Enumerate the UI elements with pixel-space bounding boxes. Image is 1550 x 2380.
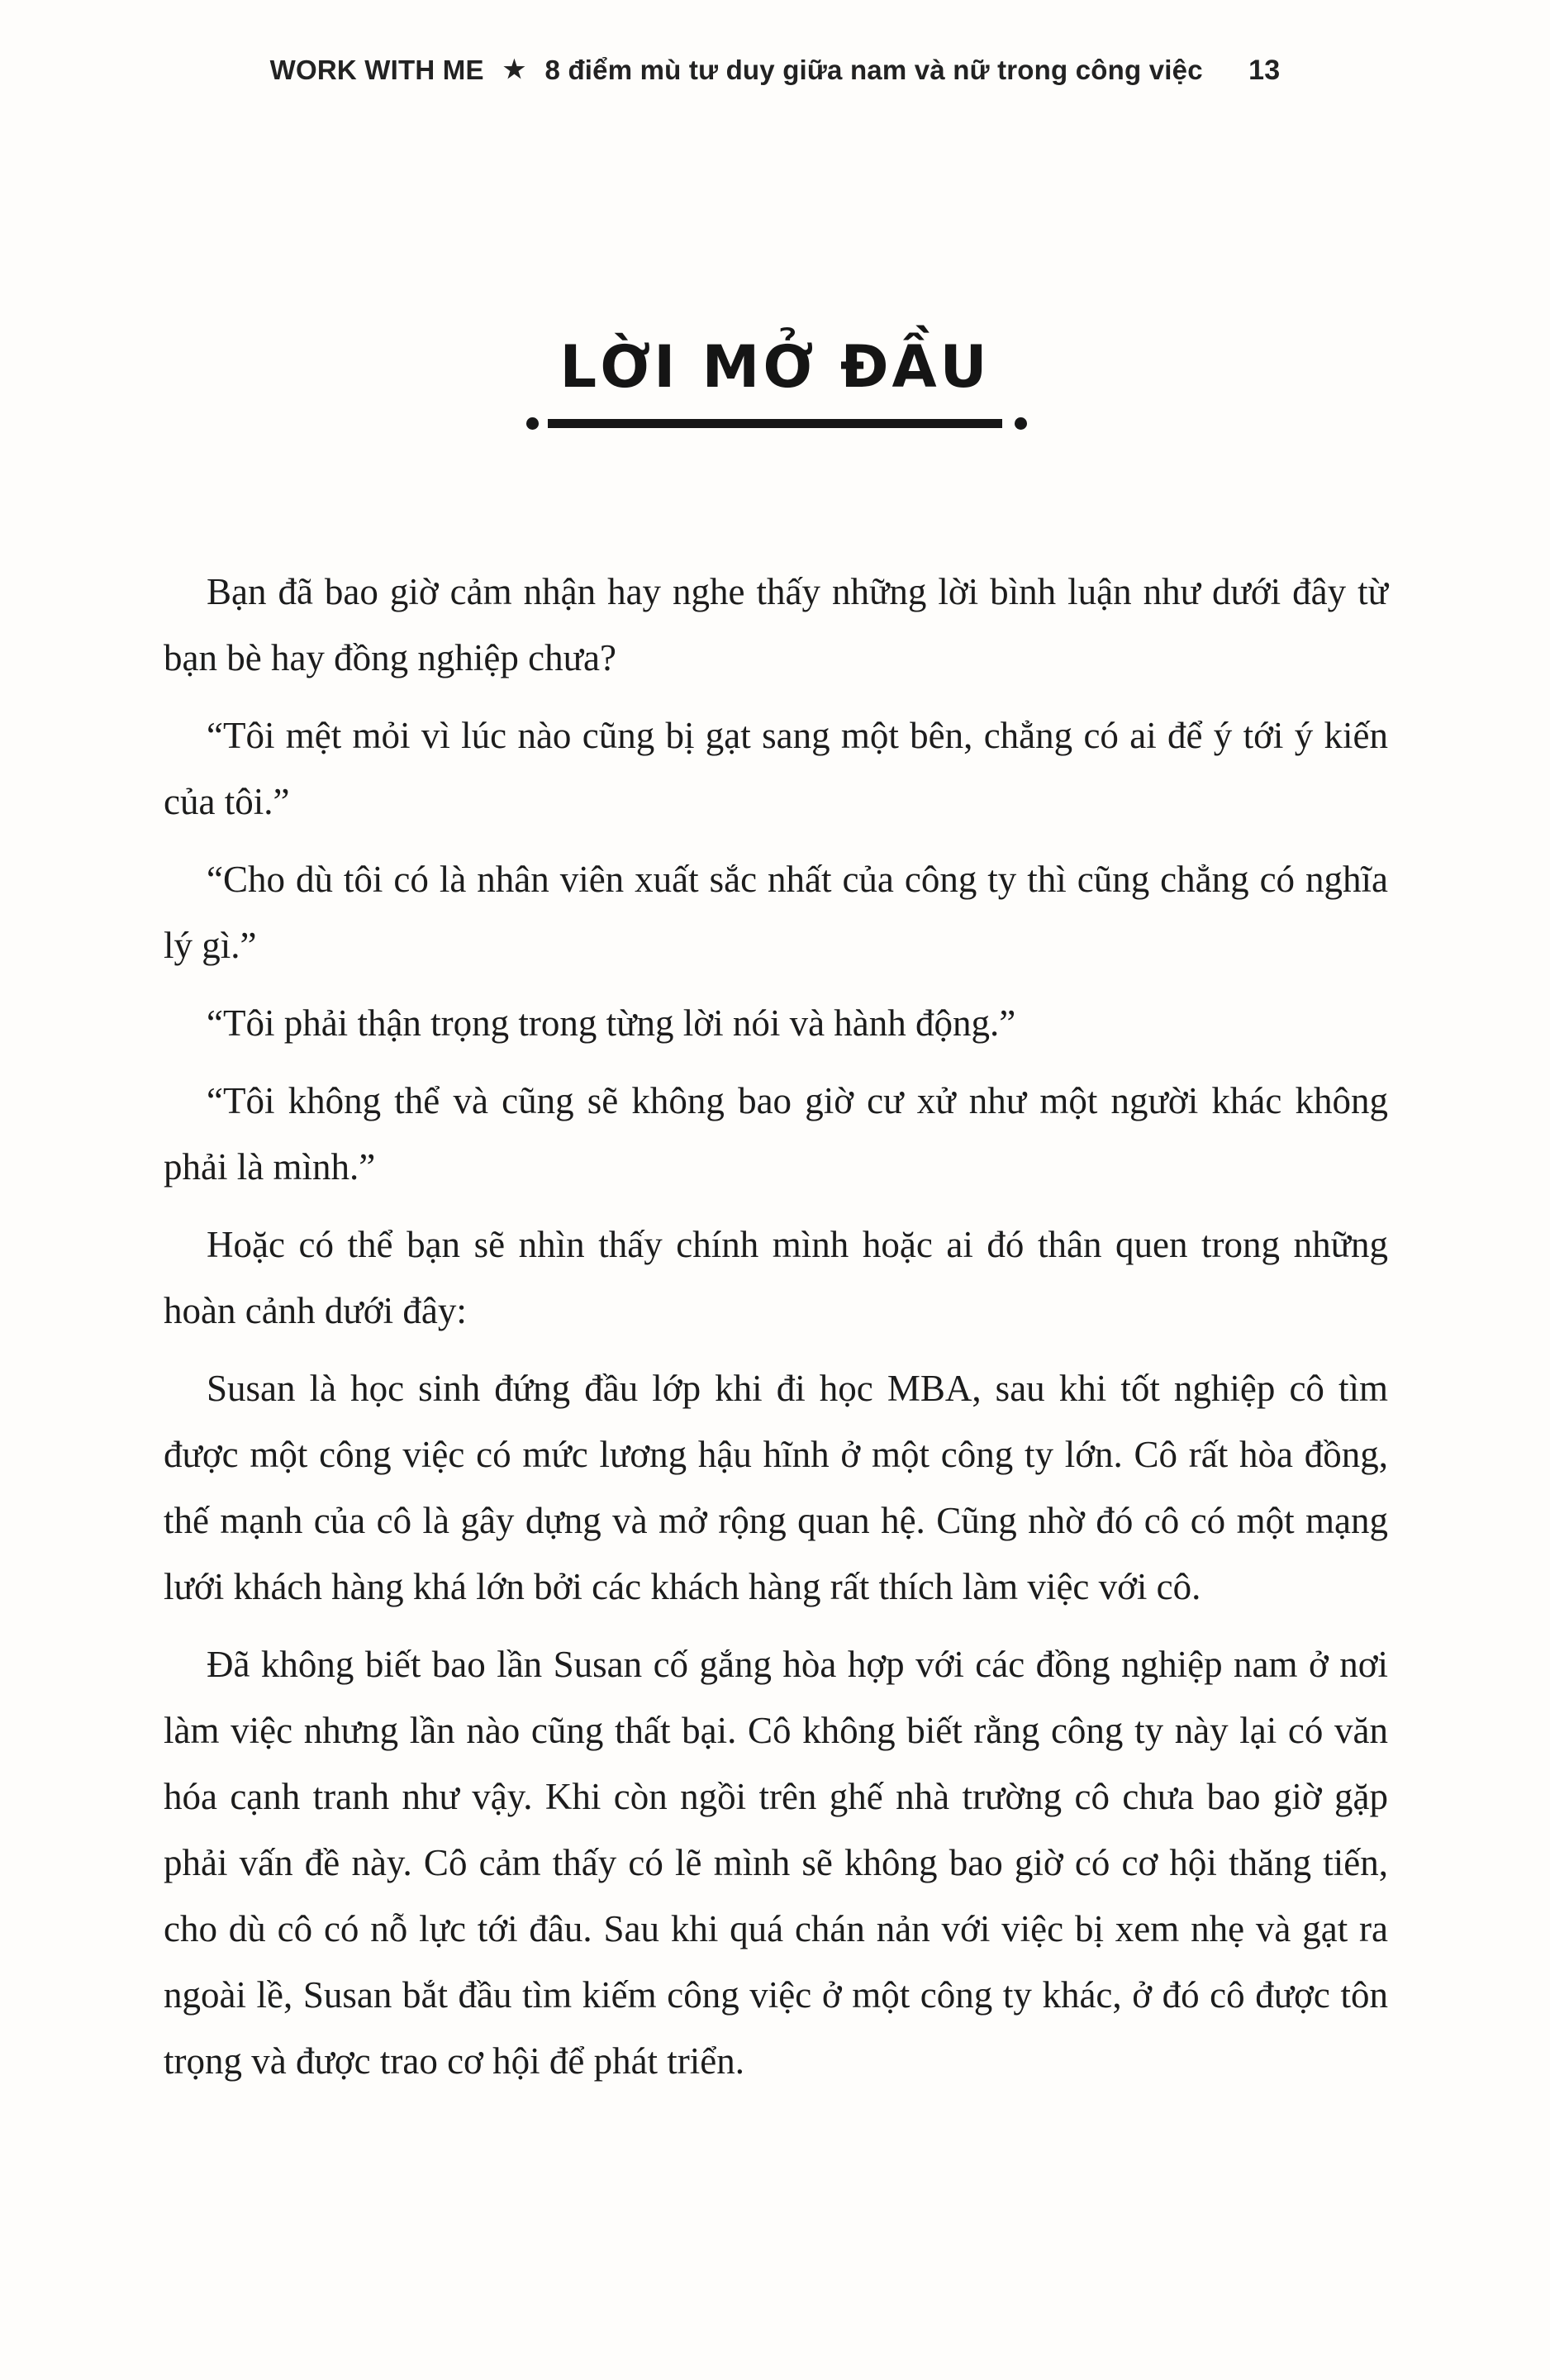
header-book-title: WORK WITH ME bbox=[269, 55, 484, 85]
paragraph-quote: “Tôi không thể và cũng sẽ không bao giờ cư xử như một người khác không phải là mình.” bbox=[164, 1080, 1388, 1188]
chapter-title: LỜI MỞ ĐẦU bbox=[548, 333, 1001, 428]
paragraph-quote: “Tôi phải thận trọng trong từng lời nói và hành động.” bbox=[207, 1002, 1016, 1044]
page-header bbox=[0, 0, 1550, 87]
star-icon: ★ bbox=[503, 56, 526, 83]
paragraph: Bạn đã bao giờ cảm nhận hay nghe thấy những lời bình luận như dưới đây từ bạn bè hay đồng nghiệp chưa? bbox=[164, 571, 1388, 678]
page-number: 13 bbox=[1248, 55, 1281, 86]
paragraph: Susan là học sinh đứng đầu lớp khi đi học MBA, sau khi tốt nghiệp cô tìm được một công việc có mức lương hậu hĩnh ở một công ty lớn. Cô rất hòa đồng, thế mạnh của cô là gây dựng và mở rộng quan hệ. Cũng nhờ đó cô có một mạng lưới khách hàng khá lớn bởi các khách hàng rất thích làm việc với cô. bbox=[164, 1368, 1388, 1607]
body-text bbox=[164, 559, 1388, 2094]
paragraph: Hoặc có thể bạn sẽ nhìn thấy chính mình hoặc ai đó thân quen trong những hoàn cảnh dưới đây: bbox=[164, 1224, 1388, 1331]
paragraph-quote: “Cho dù tôi có là nhân viên xuất sắc nhất của công ty thì cũng chẳng có nghĩa lý gì.” bbox=[164, 859, 1388, 966]
header-subtitle: 8 điểm mù tư duy giữa nam và nữ trong công việc bbox=[544, 55, 1203, 85]
paragraph: Đã không biết bao lần Susan cố gắng hòa hợp với các đồng nghiệp nam ở nơi làm việc nhưng lần nào cũng thất bại. Cô không biết rằng công ty này lại có văn hóa cạnh tranh như vậy. Khi còn ngồi trên ghế nhà trường cô chưa bao giờ gặp phải vấn đề này. Cô cảm thấy có lẽ mình sẽ không bao giờ có cơ hội thăng tiến, cho dù cô có nỗ lực tới đâu. Sau khi quá chán nản với việc bị xem nhẹ và gạt ra ngoài lề, Susan bắt đầu tìm kiếm công việc ở một công ty khác, ở đó cô được tôn trọng và được trao cơ hội để phát triển. bbox=[164, 1644, 1388, 2082]
paragraph-quote: “Tôi mệt mỏi vì lúc nào cũng bị gạt sang một bên, chẳng có ai để ý tới ý kiến của tôi.” bbox=[164, 715, 1388, 822]
chapter-title-block bbox=[0, 333, 1550, 428]
